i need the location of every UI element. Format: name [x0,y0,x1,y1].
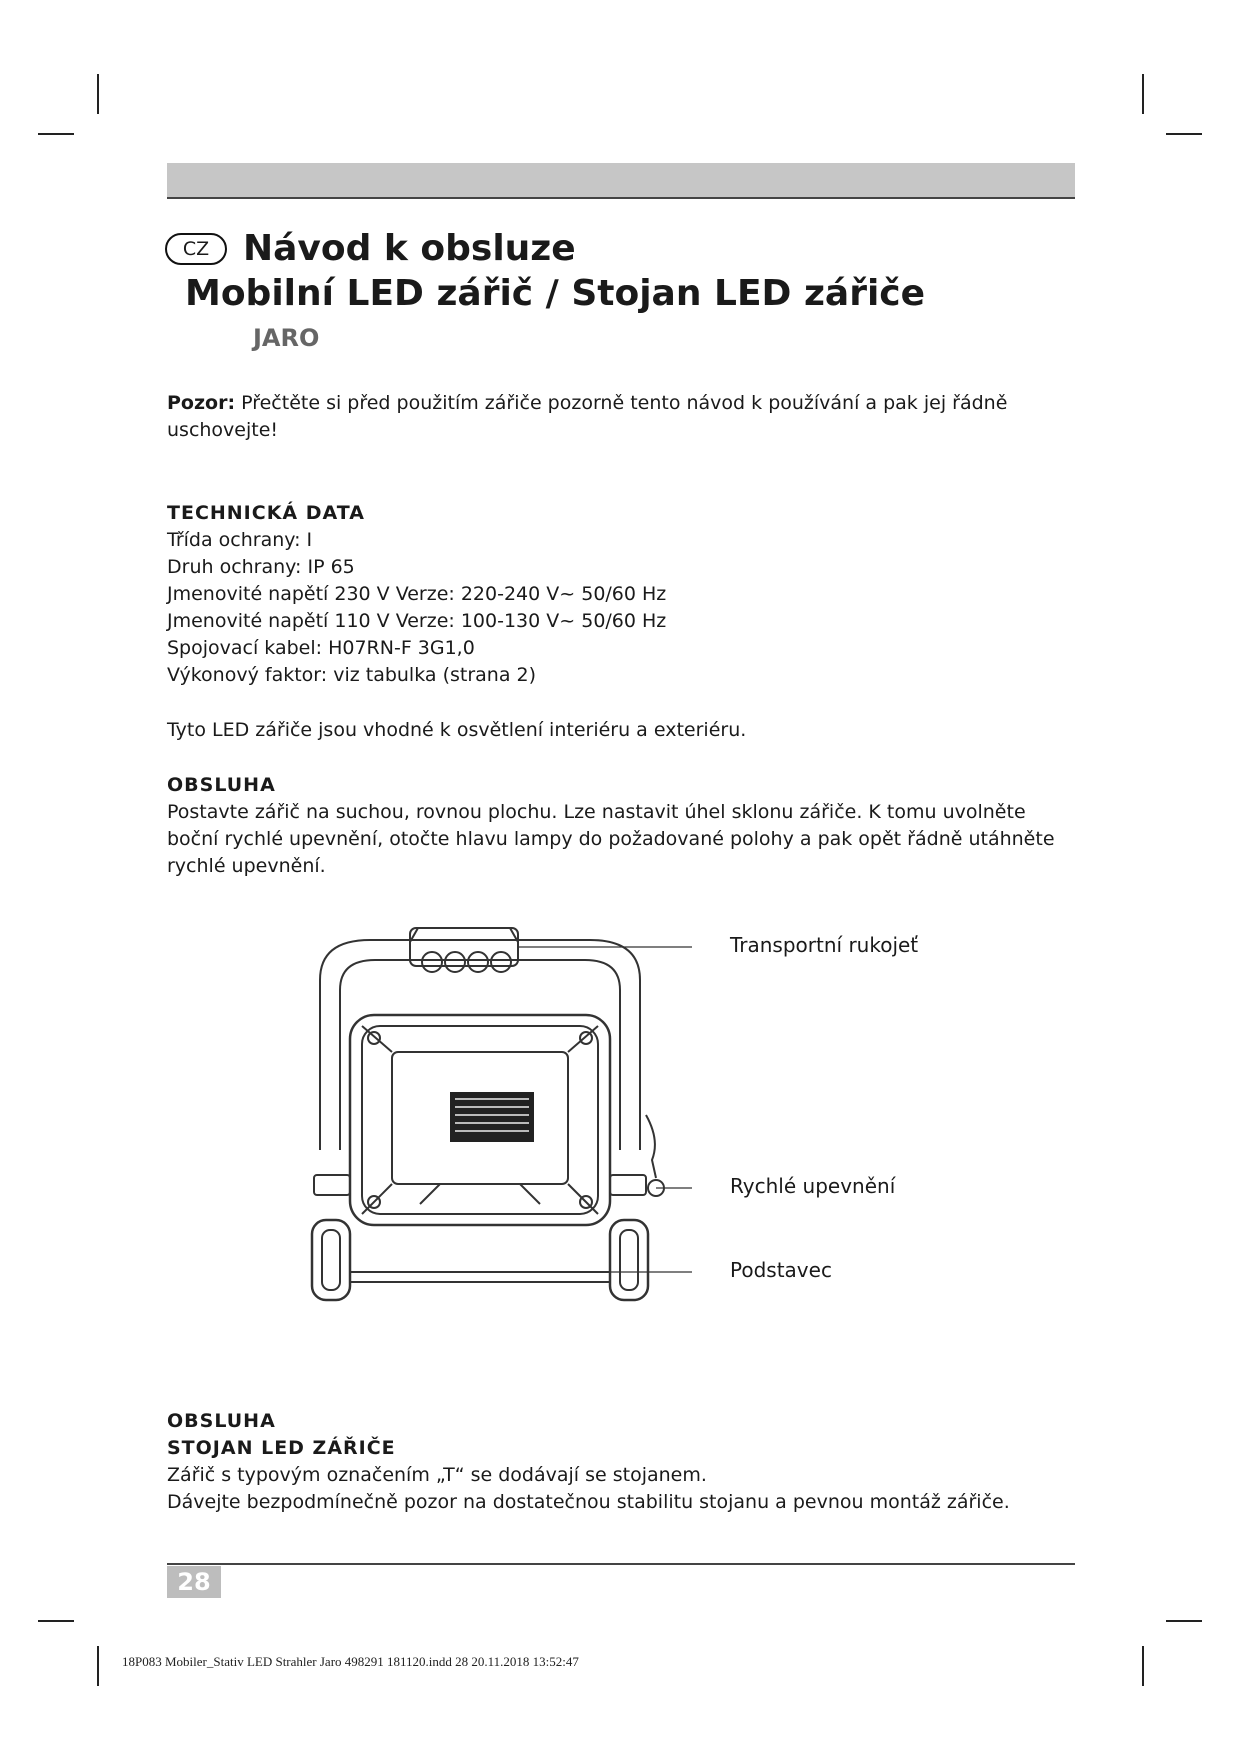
operation-text: Postavte zářič na suchou, rovnou plochu. Lze nastavit úhel sklonu zářiče. K tomu uvolněte boční rychlé upevnění, otočte hlavu lampy do požadované polohy a pak opět řádně utáhněte rychlé upevnění. [167,801,1055,877]
crop-mark [1166,1620,1202,1622]
tech-line: Jmenovité napětí 230 V Verze: 220-240 V~ 50/60 Hz [167,583,667,605]
stand-text-line: Dávejte bezpodmínečně pozor na dostatečnou stabilitu stojanu a pevnou montáž zářiče. [167,1491,1010,1513]
label-quick-clamp: Rychlé upevnění [730,1174,896,1198]
warning-text: Přečtěte si před použitím zářiče pozorně tento návod k používání a pak jej řádně uschovejte! [167,392,1008,441]
crop-mark [38,133,74,135]
tech-line: Jmenovité napětí 110 V Verze: 100-130 V~ 50/60 Hz [167,610,667,632]
usage-note: Tyto LED zářiče jsou vhodné k osvětlení interiéru a exteriéru. [167,719,747,741]
crop-mark [1142,1646,1144,1686]
crop-mark [97,74,99,114]
stand-text-line: Zářič s typovým označením „T“ se dodávají se stojanem. [167,1464,707,1486]
operation-heading: OBSLUHA [167,774,276,796]
language-badge: CZ [165,233,227,265]
tech-line: Třída ochrany: I [167,529,313,551]
crop-mark [1166,133,1202,135]
led-floodlight-diagram [300,920,920,1340]
tech-line: Spojovací kabel: H07RN-F 3G1,0 [167,637,475,659]
tech-line: Druh ochrany: IP 65 [167,556,355,578]
crop-mark [1142,74,1144,114]
main-content [167,390,1077,880]
tech-line: Výkonový faktor: viz tabulka (strana 2) [167,664,537,686]
tech-heading: TECHNICKÁ DATA [167,502,365,524]
brand-name: JARO [253,324,320,352]
page-title: Návod k obsluze [243,228,576,269]
stand-heading-title: STOJAN LED ZÁŘIČE [167,1437,396,1459]
crop-mark [97,1646,99,1686]
label-transport-handle: Transportní rukojeť [730,933,919,957]
print-slug: 18P083 Mobiler_Stativ LED Strahler Jaro 498291 181120.indd 28 20.11.2018 13:52:47 [122,1654,579,1669]
label-stand: Podstavec [730,1258,832,1282]
header-bar [167,163,1075,199]
stand-heading-operation: OBSLUHA [167,1410,276,1432]
warning-paragraph [167,390,1077,444]
crop-mark [38,1620,74,1622]
warning-label: Pozor: [167,392,236,414]
page-subtitle: Mobilní LED zářič / Stojan LED zářiče [185,273,926,314]
title-row [165,228,1065,269]
title-block [165,228,1065,352]
footer-rule [167,1563,1075,1565]
page-number: 28 [167,1566,221,1598]
stand-section [167,1408,1077,1516]
